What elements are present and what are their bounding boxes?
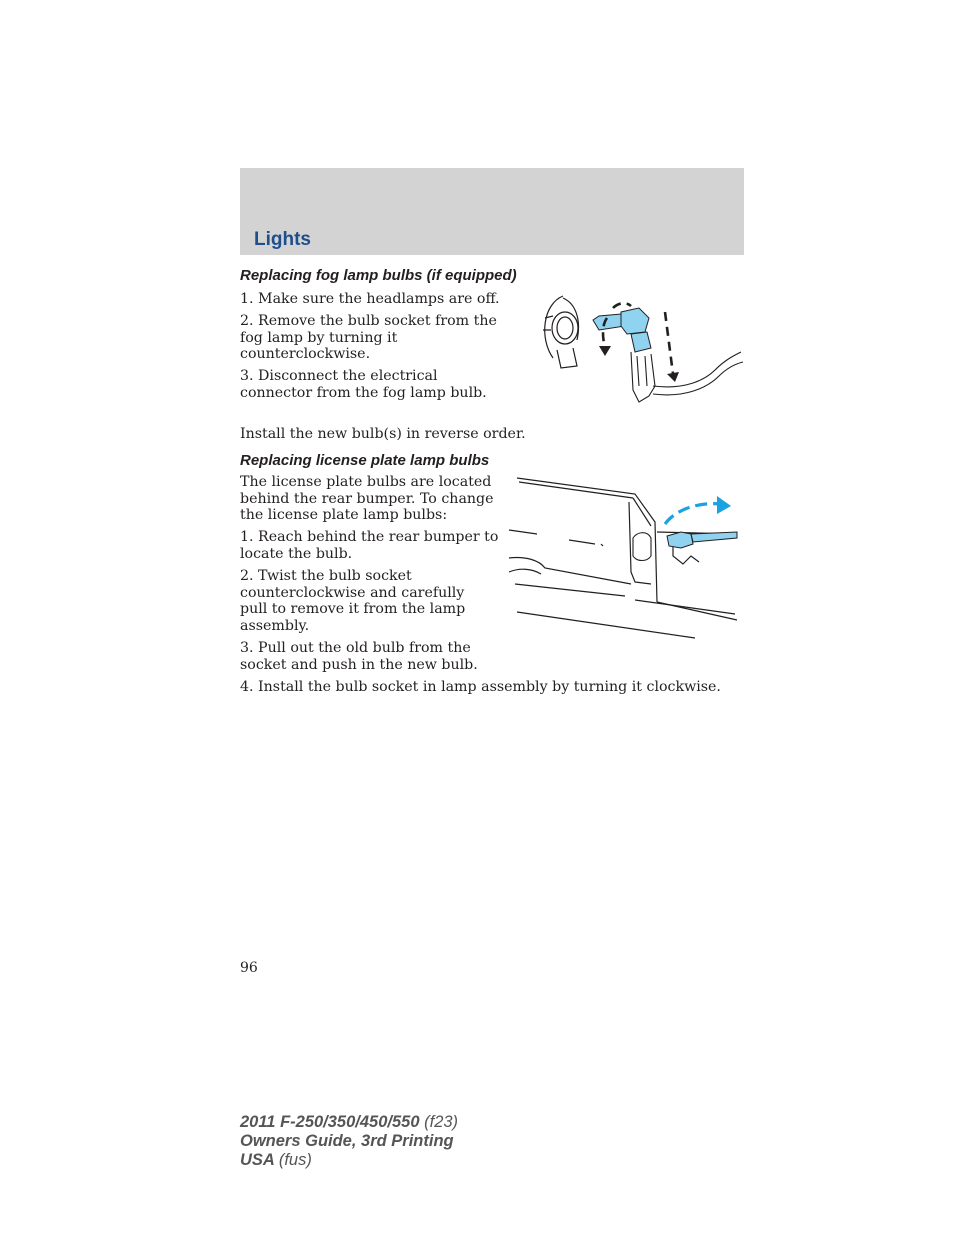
page-number: 96 [240,960,258,976]
license-intro: The license plate bulbs are located behind the rear bumper. To change the license plate lamp bulbs: [240,474,494,524]
footer-line-3 [240,1151,458,1170]
fog-step-3: 3. Disconnect the electrical connector from the fog lamp bulb. [240,368,487,401]
footer [240,1113,458,1170]
footer-model: 2011 F-250/350/450/550 [240,1113,420,1131]
footer-model-code: (f23) [424,1113,459,1131]
license-step-1: 1. Reach behind the rear bumper to locate the bulb. [240,529,499,562]
section-header-band [240,168,744,255]
license-plate-heading: Replacing license plate lamp bulbs [240,452,490,469]
footer-region: USA [240,1151,275,1169]
license-step-2: 2. Twist the bulb socket counterclockwise and carefully pull to remove it from the lamp assembly. [240,568,466,634]
license-plate-illustration [505,472,740,644]
footer-region-code: (fus) [278,1151,312,1169]
fog-install-note: Install the new bulb(s) in reverse order. [240,426,526,442]
footer-line-1 [240,1113,458,1132]
fog-lamp-illustration [535,290,745,415]
license-step-3: 3. Pull out the old bulb from the socket and push in the new bulb. [240,640,478,673]
footer-line-2: Owners Guide, 3rd Printing [240,1132,454,1150]
license-step-4: 4. Install the bulb socket in lamp assembly by turning it clockwise. [240,679,721,695]
fog-lamp-heading: Replacing fog lamp bulbs (if equipped) [240,267,517,284]
fog-step-2: 2. Remove the bulb socket from the fog lamp by turning it counterclockwise. [240,313,497,363]
section-title: Lights [254,229,311,250]
fog-step-1: 1. Make sure the headlamps are off. [240,291,500,307]
